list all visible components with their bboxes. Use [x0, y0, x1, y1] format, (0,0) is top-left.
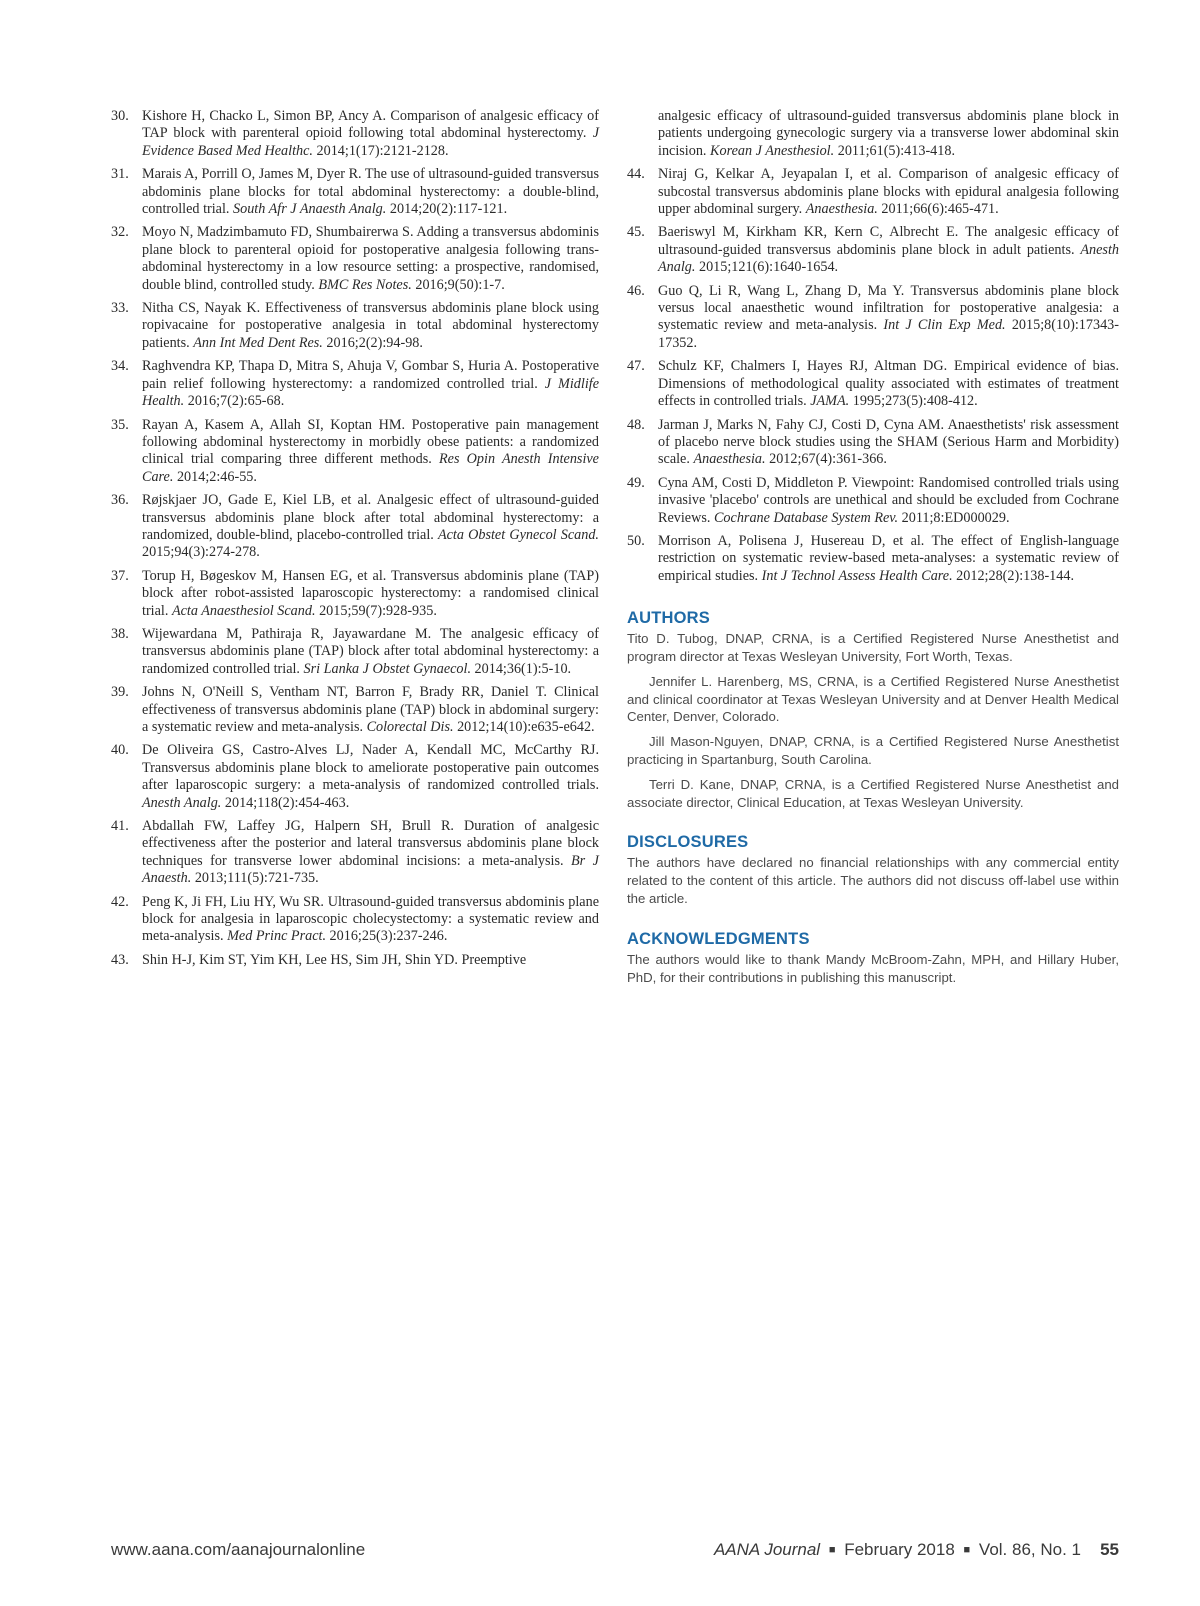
- ref-post: 2015;59(7):928-935.: [315, 602, 437, 619]
- ref-post: 1995;273(5):408-412.: [849, 393, 978, 410]
- ref-journal: J Evidence Based Med Healthc.: [142, 125, 599, 159]
- reference-text: [658, 358, 1119, 410]
- reference-item: [627, 475, 1119, 527]
- ref-journal: Acta Obstet Gynecol Scand.: [437, 526, 599, 543]
- ref-post: 2011;8:ED000029.: [898, 509, 1010, 526]
- ref-pre: Jarman J, Marks N, Fahy CJ, Costi D, Cyna AM. Anaesthetists' risk assessment of placebo nerve block studies using the SHAM (Serious Harm and Morbidity) scale.: [658, 416, 1119, 468]
- reference-text: [658, 166, 1119, 218]
- page-footer: [111, 1540, 1119, 1564]
- ref-pre: Shin H-J, Kim ST, Yim KH, Lee HS, Sim JH, Shin YD. Preemptive: [142, 951, 527, 968]
- reference-text: [142, 818, 599, 888]
- reference-item: [111, 818, 599, 888]
- reference-item: [627, 166, 1119, 218]
- ref-post: 2015;94(3):274-278.: [142, 544, 260, 561]
- reference-item: [111, 300, 599, 352]
- ref-pre: Wijewardana M, Pathiraja R, Jayawardane M. The analgesic efficacy of transversus abdominis plane (TAP) block after total abdominal hysterectomy: a randomized controlled trial.: [142, 625, 599, 677]
- reference-item: [111, 568, 599, 620]
- ref-pre: Marais A, Porrill O, James M, Dyer R. The use of ultrasound-guided transversus abdominis plane blocks for total abdominal hysterectomy: a double-blind, controlled trial.: [142, 166, 599, 218]
- reference-43-continuation: [627, 108, 1119, 160]
- reference-number: 33.: [111, 300, 129, 317]
- separator-square-icon: ■: [828, 1544, 836, 1556]
- ref-post: 2016;2(2):94-98.: [322, 334, 423, 351]
- journal-citation: [714, 1540, 1081, 1560]
- ref-pre: Schulz KF, Chalmers I, Hayes RJ, Altman DG. Empirical evidence of bias. Dimensions of methodological quality associated with estimates of treatment effects in controlled trials.: [658, 358, 1119, 410]
- ref-post: 2011;61(5):413-418.: [834, 142, 956, 159]
- reference-number: 44.: [627, 166, 645, 183]
- reference-item: [111, 684, 599, 736]
- reference-number: 47.: [627, 358, 645, 375]
- reference-text: [142, 300, 599, 352]
- reference-text: [142, 224, 599, 294]
- ref-post: 2012;14(10):e635-e642.: [453, 719, 595, 735]
- reference-text: [142, 108, 599, 160]
- ref-post: 2014;118(2):454-463.: [221, 794, 350, 811]
- ref-post: 2015;8(10):17343-17352.: [658, 317, 1119, 351]
- ref-journal: Br J Anaesth.: [142, 852, 599, 887]
- reference-number: 41.: [111, 818, 129, 835]
- ref-post: 2014;1(17):2121-2128.: [312, 142, 449, 159]
- reference-text: [142, 626, 599, 678]
- reference-number: 30.: [111, 108, 129, 124]
- ref-post: 2016;9(50):1-7.: [411, 276, 505, 293]
- ref-pre: Moyo N, Madzimbamuto FD, Shumbairerwa S. Adding a transversus abdominis plane block to parenteral opioid for postoperative analgesia following trans-abdominal hysterectomy in a low resource setting: a prospective, randomised, double blind, controlled study.: [142, 224, 599, 293]
- ref-post: 2014;20(2):117-121.: [386, 201, 508, 218]
- reference-text: [142, 417, 599, 487]
- reference-item: [111, 626, 599, 678]
- journal-url-link[interactable]: www.aana.com/aanajournalonline: [111, 1540, 366, 1559]
- reference-number: 36.: [111, 492, 129, 509]
- reference-item: [627, 533, 1119, 585]
- reference-number: 49.: [627, 474, 645, 491]
- ref-post: 2016;7(2):65-68.: [184, 393, 285, 410]
- ref-post: 2016;25(3):237-246.: [326, 928, 448, 945]
- reference-text: [658, 417, 1119, 469]
- journal-name: AANA Journal: [713, 1540, 821, 1559]
- reference-number: 48.: [627, 416, 645, 433]
- ref-pre: Kishore H, Chacko L, Simon BP, Ancy A. Comparison of analgesic efficacy of TAP block with parenteral opioid following total abdominal hysterectomy.: [142, 108, 599, 142]
- reference-text: [142, 742, 599, 812]
- ref-pre: Niraj G, Kelkar A, Jeyapalan I, et al. Comparison of analgesic efficacy of subcostal transversus abdominis plane blocks with epidural analgesia following upper abdominal surgery.: [658, 166, 1119, 218]
- ref-journal: BMC Res Notes.: [318, 276, 412, 293]
- ref-journal: Colorectal Dis.: [366, 719, 454, 735]
- ref-journal: Anaesthesia.: [693, 451, 766, 468]
- reference-text: [658, 224, 1119, 276]
- reference-item: [111, 742, 599, 812]
- ref-journal: Ann Int Med Dent Res.: [193, 334, 323, 351]
- ref-pre: De Oliveira GS, Castro-Alves LJ, Nader A, Kendall MC, McCarthy RJ. Transversus abdominis plane block to ameliorate postoperative pain outcomes after laparoscopic surgery: a meta-analysis of randomized controlled trials.: [142, 742, 599, 794]
- reference-text: [142, 166, 599, 218]
- ref-journal: Anesth Analg.: [142, 794, 222, 811]
- ref-pre: Cyna AM, Costi D, Middleton P. Viewpoint: Randomised controlled trials using invasive 'placebo' controls are unethical and should be excluded from Cochrane Reviews.: [658, 474, 1119, 526]
- reference-number: 31.: [111, 166, 129, 183]
- ref-pre: Torup H, Bøgeskov M, Hansen EG, et al. Transversus abdominis plane (TAP) block after robot-assisted laparoscopic hysterectomy: a randomised clinical trial.: [142, 567, 599, 619]
- reference-item: [627, 283, 1119, 353]
- ref-post: 2014;36(1):5-10.: [471, 660, 572, 677]
- reference-item: [111, 492, 599, 562]
- separator-square-icon: ■: [963, 1544, 971, 1556]
- reference-text: [142, 568, 599, 620]
- ref-pre: analgesic efficacy of ultrasound-guided transversus abdominis plane block in patients undergoing gynecologic surgery via a transverse lower abdominal skin incision.: [658, 108, 1119, 159]
- ref-post: 2013;111(5):721-735.: [191, 870, 319, 887]
- reference-text: [142, 684, 599, 736]
- ref-journal: Res Opin Anesth Intensive Care.: [142, 451, 599, 485]
- ref-post: 2015;121(6):1640-1654.: [695, 259, 839, 276]
- ref-post: 2014;2:46-55.: [173, 468, 257, 485]
- reference-number: 37.: [111, 567, 129, 584]
- ref-pre: Johns N, O'Neill S, Ventham NT, Barron F, Brady RR, Daniel T. Clinical effectiveness of transversus abdominis plane (TAP) block in abdominal surgery: a systematic review and meta-analysis.: [142, 684, 599, 735]
- authors-heading: AUTHORS: [627, 609, 710, 628]
- acknowledgments-heading: ACKNOWLEDGMENTS: [627, 929, 810, 948]
- ref-pre: Baeriswyl M, Kirkham KR, Kern C, Albrecht E. The analgesic efficacy of ultrasound-guided transversus abdominis plane block in adult patients.: [658, 224, 1119, 258]
- disclosures-heading: DISCLOSURES: [627, 833, 749, 852]
- reference-item: [111, 358, 599, 410]
- ref-pre: Guo Q, Li R, Wang L, Zhang D, Ma Y. Transversus abdominis plane block versus local anaesthetic wound infiltration for postoperative analgesia: a systematic review and meta-analysis.: [658, 282, 1119, 334]
- volume-number: Vol. 86, No. 1: [978, 1540, 1081, 1559]
- reference-list-right: [627, 166, 1119, 585]
- ref-pre: Abdallah FW, Laffey JG, Halpern SH, Brull R. Duration of analgesic effectiveness after the posterior and lateral transversus abdominis plane block techniques for transverse lower abdominal incisions: a meta-analysis.: [142, 818, 599, 869]
- reference-text: [658, 533, 1119, 585]
- reference-item: [627, 417, 1119, 469]
- ref-pre: Røjskjaer JO, Gade E, Kiel LB, et al. Analgesic effect of ultrasound-guided transversus abdominis plane block after total abdominal hysterectomy: a randomized, double-blind, placebo-controlled trial.: [142, 492, 599, 543]
- ref-journal: Int J Technol Assess Health Care.: [761, 567, 953, 584]
- ref-post: 2012;67(4):361-366.: [765, 451, 887, 468]
- reference-item: [111, 224, 599, 294]
- reference-number: 42.: [111, 893, 129, 910]
- reference-list-left: [111, 108, 599, 969]
- ref-journal: Anaesthesia.: [805, 201, 878, 218]
- reference-number: 45.: [627, 224, 645, 241]
- reference-number: 34.: [111, 358, 129, 375]
- ref-journal: Acta Anaesthesiol Scand.: [171, 602, 316, 619]
- ref-journal: South Afr J Anaesth Analg.: [233, 201, 387, 218]
- ref-journal: Sri Lanka J Obstet Gynaecol.: [303, 660, 471, 677]
- ref-journal: Korean J Anesthesiol.: [710, 142, 835, 159]
- reference-item: [111, 894, 599, 946]
- reference-number: 39.: [111, 684, 129, 701]
- reference-item: [627, 358, 1119, 410]
- reference-text: [142, 952, 599, 969]
- author-bio: Jennifer L. Harenberg, MS, CRNA, is a Certified Registered Nurse Anesthetist and clinical coordinator at Texas Wesleyan University and at Denver Health Medical Center, Denver, Colorado.: [627, 673, 1119, 725]
- reference-number: 50.: [627, 532, 645, 549]
- reference-item: [111, 417, 599, 487]
- reference-text: [658, 283, 1119, 353]
- ref-pre: Rayan A, Kasem A, Allah SI, Koptan HM. Postoperative pain management following abdominal hysterectomy in morbidly obese patients: a randomized clinical trial comparing three different methods.: [142, 416, 599, 468]
- ref-pre: Raghvendra KP, Thapa D, Mitra S, Ahuja V, Gombar S, Huria A. Postoperative pain relief following hysterectomy: a randomized controlled trial.: [142, 358, 599, 392]
- reference-number: 35.: [111, 416, 129, 433]
- reference-item: [111, 108, 599, 160]
- reference-text: [142, 358, 599, 410]
- acknowledgments-text: The authors would like to thank Mandy McBroom-Zahn, MPH, and Hillary Huber, PhD, for their contributions in publishing this manuscript.: [627, 951, 1119, 985]
- ref-pre: Morrison A, Polisena J, Husereau D, et al. The effect of English-language restriction on systematic review-based meta-analyses: a systematic review of empirical studies.: [658, 532, 1119, 584]
- right-column: [627, 108, 1119, 993]
- ref-journal: J Midlife Health.: [142, 375, 599, 410]
- ref-journal: Med Princ Pract.: [227, 928, 326, 945]
- ref-journal: Anesth Analg.: [658, 241, 1119, 276]
- reference-number: 43.: [111, 951, 129, 968]
- reference-item: [111, 166, 599, 218]
- reference-text: [658, 475, 1119, 527]
- reference-number: 40.: [111, 742, 129, 759]
- ref-pre: Nitha CS, Nayak K. Effectiveness of transversus abdominis plane block using ropivacaine for postoperative analgesia in total abdominal hysterectomy patients.: [142, 300, 599, 351]
- issue-date: February 2018: [844, 1540, 955, 1559]
- author-bio: Jill Mason-Nguyen, DNAP, CRNA, is a Certified Registered Nurse Anesthetist practicing in Spartanburg, South Carolina.: [627, 734, 1119, 767]
- reference-item: [627, 224, 1119, 276]
- author-bio: Terri D. Kane, DNAP, CRNA, is a Certified Registered Nurse Anesthetist and associate director, Clinical Education, at Texas Wesleyan University.: [627, 776, 1119, 810]
- ref-pre: Peng K, Ji FH, Liu HY, Wu SR. Ultrasound-guided transversus abdominis plane block for analgesia in laparoscopic cholecystectomy: a systematic review and meta-analysis.: [142, 893, 599, 945]
- disclosures-text: The authors have declared no financial relationships with any commercial entity related to the content of this article. The authors did not discuss off-label use within the article.: [627, 855, 1119, 906]
- left-column: [111, 108, 599, 975]
- reference-text: [142, 894, 599, 946]
- reference-number: 32.: [111, 224, 129, 241]
- ref-journal: Int J Clin Exp Med.: [883, 317, 1006, 334]
- reference-number: 46.: [627, 282, 645, 299]
- reference-number: 38.: [111, 625, 129, 642]
- reference-text: [142, 492, 599, 562]
- ref-journal: Cochrane Database System Rev.: [713, 509, 899, 526]
- reference-item: [111, 952, 599, 969]
- page-number: 55: [1100, 1540, 1119, 1559]
- ref-post: 2012;28(2):138-144.: [952, 567, 1074, 584]
- author-bio: Tito D. Tubog, DNAP, CRNA, is a Certified Registered Nurse Anesthetist and program director at Texas Wesleyan University, Fort Worth, Texas.: [627, 631, 1119, 664]
- ref-journal: JAMA.: [810, 393, 850, 410]
- ref-post: 2011;66(6):465-471.: [877, 201, 999, 218]
